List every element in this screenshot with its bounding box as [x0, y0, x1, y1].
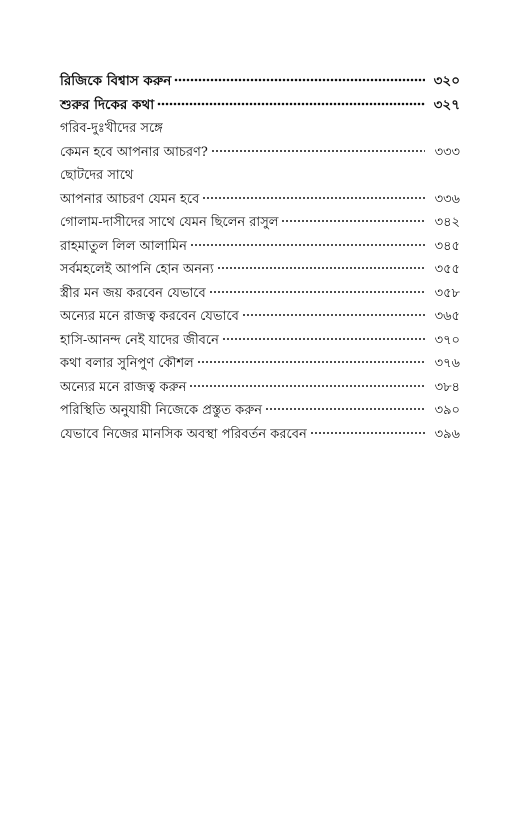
toc-entry [60, 141, 460, 165]
dot-leader [222, 331, 425, 341]
toc-entry-page: ৩৫৫ [434, 262, 460, 277]
dot-leader [265, 401, 425, 411]
toc-entry [60, 235, 460, 259]
dot-leader [197, 354, 425, 364]
toc-entry [60, 282, 460, 306]
dot-leader [310, 425, 425, 435]
toc-entry-page: ৩৮৪ [434, 379, 460, 395]
toc-entry-page: ৩৭০ [434, 332, 460, 348]
toc-entry-page: ৩৩৩ [434, 144, 460, 160]
toc-entry [60, 376, 460, 400]
toc-entry-page: ৩৭৬ [434, 356, 460, 371]
toc-entry-page: ৩২০ [433, 73, 460, 89]
dot-leader [217, 260, 425, 270]
dot-leader [157, 96, 425, 106]
toc-entry-title: সর্বমহলেই আপনি হোন অনন্য [60, 262, 214, 277]
toc-entry-heading [60, 164, 460, 188]
toc-entry-title: ছোটদের সাথে [60, 168, 134, 183]
toc-entry-title: পরিস্থিতি অনুযায়ী নিজেকে প্রস্তুত করুন [60, 403, 262, 418]
dot-leader [211, 143, 425, 153]
toc-entry [60, 70, 460, 94]
toc-entry-title: গোলাম-দাসীদের সাথে যেমন ছিলেন রাসুল [60, 215, 279, 230]
toc-entry [60, 352, 460, 376]
toc-entry-title: রিজিকে বিশ্বাস করুন [60, 73, 172, 89]
dot-leader [209, 284, 425, 294]
toc-entry [60, 94, 460, 118]
toc-entry-title: স্ত্রীর মন জয় করবেন যেভাবে [60, 285, 206, 301]
toc-entry-page: ৩৪২ [434, 215, 460, 230]
dot-leader [174, 72, 425, 82]
toc-entry [60, 211, 460, 235]
toc-entry [60, 329, 460, 353]
dot-leader [242, 307, 425, 317]
toc-entry-title: রাহমাতুল লিল আলামিন [60, 238, 187, 254]
table-of-contents [60, 70, 460, 446]
toc-entry-page: ৩৪৫ [434, 238, 460, 254]
toc-entry-title: আপনার আচরণ যেমন হবে [60, 191, 200, 207]
toc-entry-title: যেভাবে নিজের মানসিক অবস্থা পরিবর্তন করবেন [60, 426, 307, 442]
toc-entry-page: ৩৩৬ [434, 191, 460, 207]
dot-leader [202, 190, 425, 200]
toc-entry [60, 399, 460, 423]
toc-entry-title: হাসি-আনন্দ নেই যাদের জীবনে [60, 332, 219, 348]
toc-entry-page: ৩২৭ [433, 96, 460, 113]
toc-entry-title: গরিব-দুঃখীদের সঙ্গে [60, 121, 163, 136]
toc-entry-title: কেমন হবে আপনার আচরণ? [60, 144, 208, 160]
dot-leader [190, 237, 425, 247]
toc-entry-page: ৩৫৮ [434, 285, 460, 301]
toc-entry-title: অন্যের মনে রাজত্ব করবেন যেভাবে [60, 309, 239, 324]
toc-entry [60, 423, 460, 447]
toc-entry-title: কথা বলার সুনিপুণ কৌশল [60, 356, 194, 371]
toc-entry-page: ৩৯৬ [434, 426, 460, 442]
dot-leader [189, 378, 425, 388]
dot-leader [281, 213, 425, 223]
toc-entry-page: ৩৯০ [434, 403, 460, 418]
toc-entry [60, 258, 460, 282]
toc-entry-page: ৩৬৫ [434, 309, 460, 324]
toc-entry [60, 305, 460, 329]
toc-entry [60, 188, 460, 212]
toc-entry-title: শুরুর দিকের কথা [60, 96, 155, 113]
toc-entry-title: অন্যের মনে রাজত্ব করুন [60, 379, 187, 395]
toc-entry-heading [60, 117, 460, 141]
